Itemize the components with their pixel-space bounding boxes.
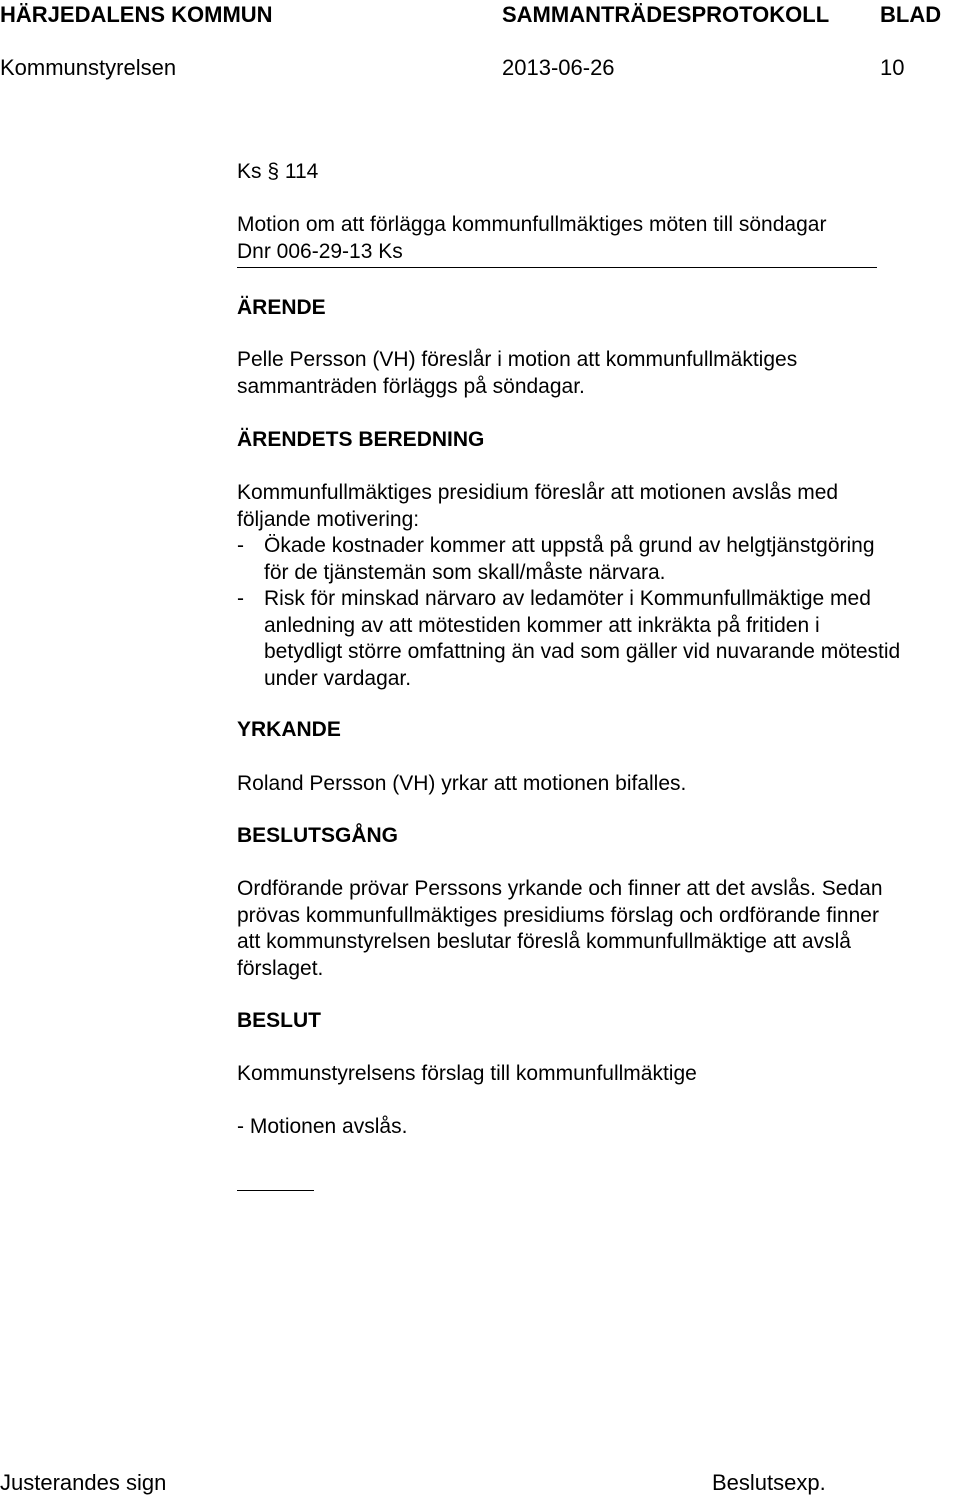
arende-line: Pelle Persson (VH) föreslår i motion att kommunfullmäktiges <box>237 348 798 371</box>
beslutsgang-text <box>237 876 952 982</box>
bullet-1-line <box>237 533 952 560</box>
case-dnr: Dnr 006-29-13 Ks <box>237 239 403 263</box>
beslutsexp: Beslutsexp. <box>712 1470 826 1495</box>
beslut-heading: BESLUT <box>237 1009 321 1032</box>
beslutsgang-heading: BESLUTSGÅNG <box>237 824 399 847</box>
bullet-dash: - <box>237 587 244 610</box>
beslutsgang-line: förslaget. <box>237 956 324 980</box>
beslut-text-block <box>237 1061 952 1088</box>
case-number: Ks § 114 <box>237 160 319 183</box>
bullet-1-text: Ökade kostnader kommer att uppstå på grund av helgtjänstgöring <box>264 534 875 557</box>
bullet-1-line: för de tjänstemän som skall/måste närvara. <box>264 560 666 584</box>
bullet-dash: - <box>237 534 244 557</box>
arende-heading: ÄRENDE <box>237 296 326 319</box>
bullet-2-line <box>237 586 952 613</box>
yrkande-text: Roland Persson (VH) yrkar att motionen bifalles. <box>237 772 687 795</box>
beslut-item: - Motionen avslås. <box>237 1115 408 1138</box>
org-name: HÄRJEDALENS KOMMUN <box>0 2 273 27</box>
justerandes-sign: Justerandes sign <box>0 1470 167 1495</box>
beredning-intro-line: följande motivering: <box>237 507 420 531</box>
title-underline <box>237 267 877 268</box>
committee-name: Kommunstyrelsen <box>0 55 177 80</box>
bullet-2-line: anledning av att mötestiden kommer att inkräkta på fritiden i <box>264 613 820 637</box>
page-number: 10 <box>880 55 905 80</box>
bullet-2-line: under vardagar. <box>264 666 412 690</box>
arende-text <box>237 347 952 400</box>
yrkande-text-block <box>237 771 952 798</box>
beslut-item-block <box>237 1114 952 1141</box>
document-type: SAMMANTRÄDESPROTOKOLL <box>502 2 830 27</box>
yrkande-heading: YRKANDE <box>237 718 341 741</box>
case-title-block <box>237 212 952 265</box>
beredning-intro-line: Kommunfullmäktiges presidium föreslår att motionen avslås med <box>237 481 839 504</box>
end-rule <box>237 1190 314 1191</box>
beslutsgang-line: Ordförande prövar Perssons yrkande och finner att det avslås. Sedan <box>237 877 883 900</box>
blad-label: BLAD <box>880 2 942 27</box>
beslutsgang-line: att kommunstyrelsen beslutar föreslå kommunfullmäktige att avslå <box>237 930 851 953</box>
bullet-2-line: betydligt större omfattning än vad som gäller vid nuvarande mötestid <box>264 640 901 663</box>
bullet-2-text: Risk för minskad närvaro av ledamöter i Kommunfullmäktige med <box>264 587 871 610</box>
case-title: Motion om att förlägga kommunfullmäktiges möten till söndagar <box>237 213 827 236</box>
beslut-text: Kommunstyrelsens förslag till kommunfullmäktige <box>237 1062 697 1085</box>
arende-line: sammanträden förläggs på söndagar. <box>237 374 585 398</box>
beredning-text <box>237 480 952 692</box>
beredning-heading: ÄRENDETS BEREDNING <box>237 428 485 451</box>
beslutsgang-line: prövas kommunfullmäktiges presidiums förslag och ordförande finner <box>237 903 879 927</box>
meeting-date: 2013-06-26 <box>502 55 615 80</box>
